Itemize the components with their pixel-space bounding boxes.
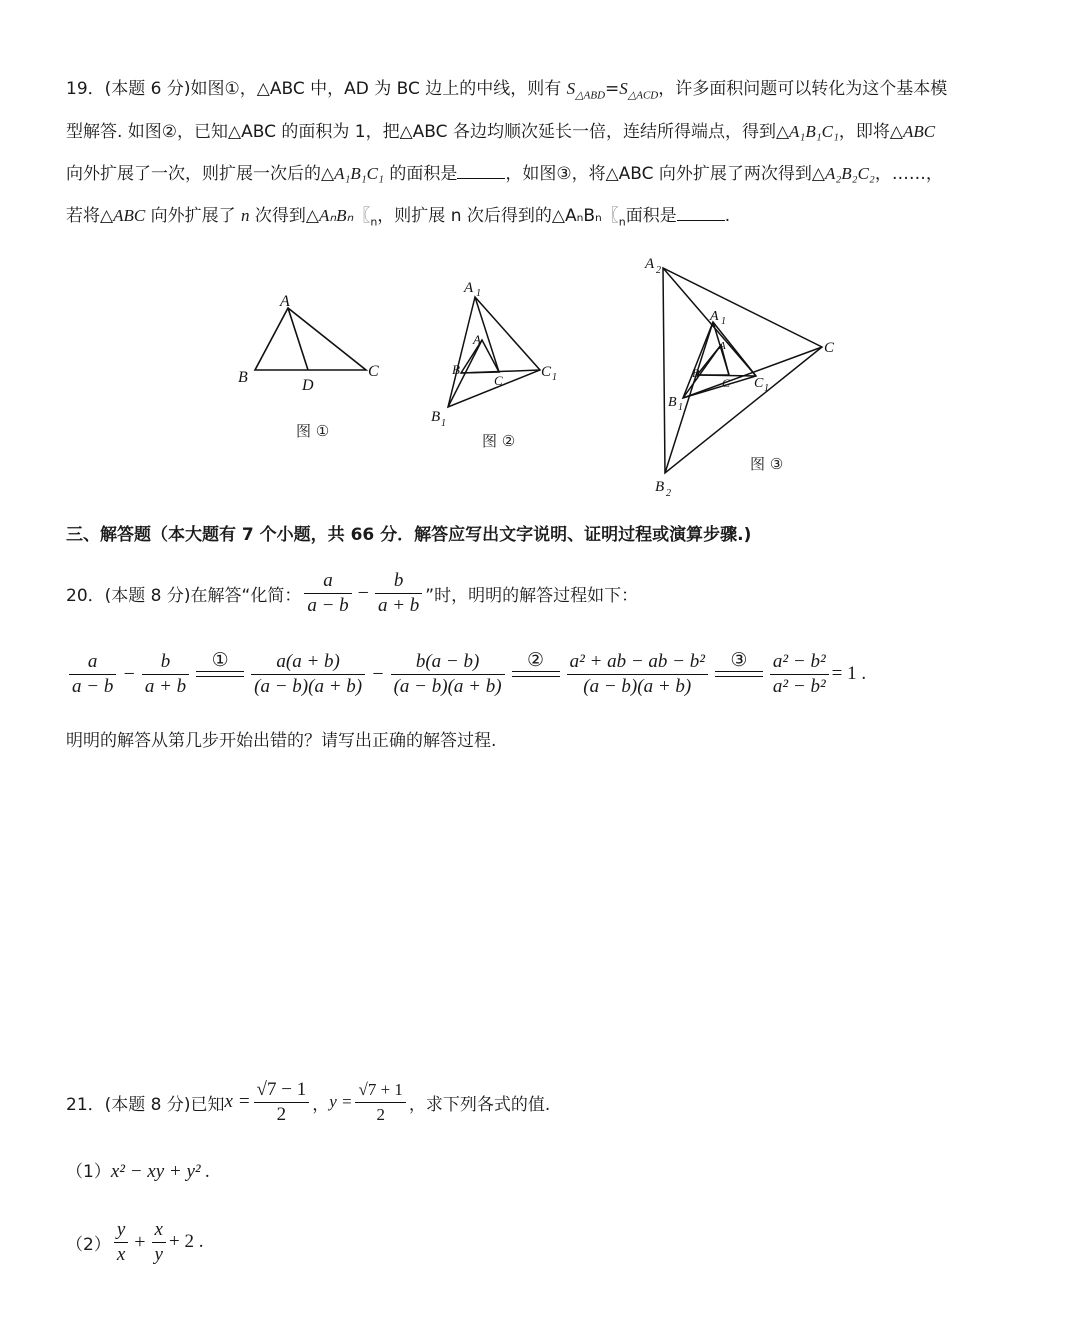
fig2-label-b1: B: [431, 409, 441, 425]
fig3-label-a1: A: [710, 309, 719, 324]
q20-frac-a: $\frac{a}{a - b}$: [304, 569, 351, 618]
step-3-equals: ③: [715, 649, 763, 699]
fig2-label-b: B: [452, 362, 460, 377]
svg-text:1: 1: [441, 418, 446, 429]
fig3-label-a: A: [719, 340, 726, 352]
fig2-label-a1: A: [464, 280, 474, 296]
fig3-label-a2: A: [645, 256, 655, 272]
svg-text:1: 1: [476, 288, 481, 299]
fig3-label-b2: B: [655, 479, 665, 495]
q19-line-2: 型解答. 如图②，已知△ABC 的面积为 1，把△ABC 各边均顺次延长一倍，连结所得端点，得到△A₁B₁C₁，即将△ABC: [66, 122, 936, 142]
fig3-label-c-outer: C: [824, 340, 835, 356]
fig1-label-d: D: [302, 377, 314, 394]
fig1-label-c: C: [368, 363, 379, 380]
q20-solution: $\frac{a}{a - b}$ − $\frac{b}{a + b}$ ① $\frac{a(a + b)}{(a - b)(a + b)}$ − $\frac{b(a - b)}{(a - b)(a + b)}$ ② $\frac{\text{a² + ab − ab − b²}}{(a - b)(a + b)}$ ③ $\frac{\text{a² − b²}}{\text{a² − b²}}$ = 1 .: [66, 642, 866, 706]
fig3-label-b1: B: [668, 395, 677, 410]
fig2-triangle-a1b1c1: [448, 297, 540, 407]
svg-text:2: 2: [656, 265, 661, 276]
fig3-label-b: B: [692, 366, 700, 380]
s-acd: $S_{\triangle ACD}$: [619, 79, 659, 102]
fig3-label-c: C: [722, 376, 731, 390]
svg-text:1: 1: [721, 316, 726, 327]
answer-blank-1[interactable]: [457, 162, 505, 179]
fig1-label-a: A: [280, 293, 290, 310]
q19-line-1: 19．(本题 6 分)如图①，△ABC 中，AD 为 BC 边上的中线，则有 $S_{\triangle ABD}=S_{\triangle ACD}$，许多面积问题可以转化为这个基本模: [66, 79, 948, 102]
q20-intro: 20．(本题 8 分)在解答“化简： $\frac{a}{a - b}$ − $\frac{b}{a + b}$ ”时，明明的解答过程如下：: [66, 569, 639, 616]
s-abd: $S_{\triangle ABD}$: [566, 79, 606, 102]
fig1-median-ad: [288, 308, 308, 370]
svg-text:2: 2: [666, 488, 671, 499]
fig1-label-b: B: [238, 369, 248, 386]
svg-text:1: 1: [552, 372, 557, 383]
fig2-caption: 图 ②: [482, 432, 516, 450]
fig3-caption: 图 ③: [750, 455, 784, 473]
q21-part-1: （1）x² − xy + y² .: [66, 1161, 211, 1182]
section-3-heading: 三、解答题（本大题有 7 个小题，共 66 分．解答应写出文字说明、证明过程或演算步骤.): [66, 525, 752, 545]
fig3-label-c1: C: [754, 376, 764, 391]
figure-3: [663, 268, 822, 473]
q21-intro: 21．(本题 8 分)已知 x = $\frac{√7 - 1}{2}$ ， y = $\frac{√7 + 1}{2}$ ，求下列各式的值.: [66, 1078, 551, 1125]
step-1-equals: ①: [196, 649, 244, 699]
answer-blank-2[interactable]: [677, 204, 725, 221]
svg-text:1: 1: [764, 383, 769, 394]
fig2-label-c1: C: [541, 364, 552, 380]
q21-part-2: （2） $\frac{y}{x}$ + $\frac{x}{y}$ + 2 .: [66, 1218, 204, 1265]
q20-question: 明明的解答从第几步开始出错的？请写出正确的解答过程.: [66, 731, 497, 751]
q20-frac-b: $\frac{b}{a + b}$: [375, 569, 422, 618]
fig3-triangle-a2b2c2: [663, 268, 822, 473]
fig1-triangle-abc: [255, 308, 366, 370]
fig1-caption: 图 ①: [296, 422, 330, 440]
svg-text:1: 1: [678, 402, 683, 413]
figure-2: [448, 297, 540, 407]
fig2-label-c: C: [494, 373, 503, 388]
q19-line-3: 向外扩展了一次，则扩展一次后的△A₁B₁C₁ 的面积是 ，如图③，将△ABC 向外扩展了两次得到△A₂B₂C₂，……，: [66, 164, 943, 184]
step-2-equals: ②: [512, 649, 560, 699]
q19-figures: [0, 240, 1080, 510]
figure-1: [255, 308, 366, 370]
q19-line-4: 若将△ABC 向外扩展了 n 次得到△AₙBₙ〖$_n$，则扩展 n 次后得到的△AₙBₙ〖$_n$面积是 .: [66, 206, 731, 229]
fig2-label-a: A: [473, 332, 481, 347]
